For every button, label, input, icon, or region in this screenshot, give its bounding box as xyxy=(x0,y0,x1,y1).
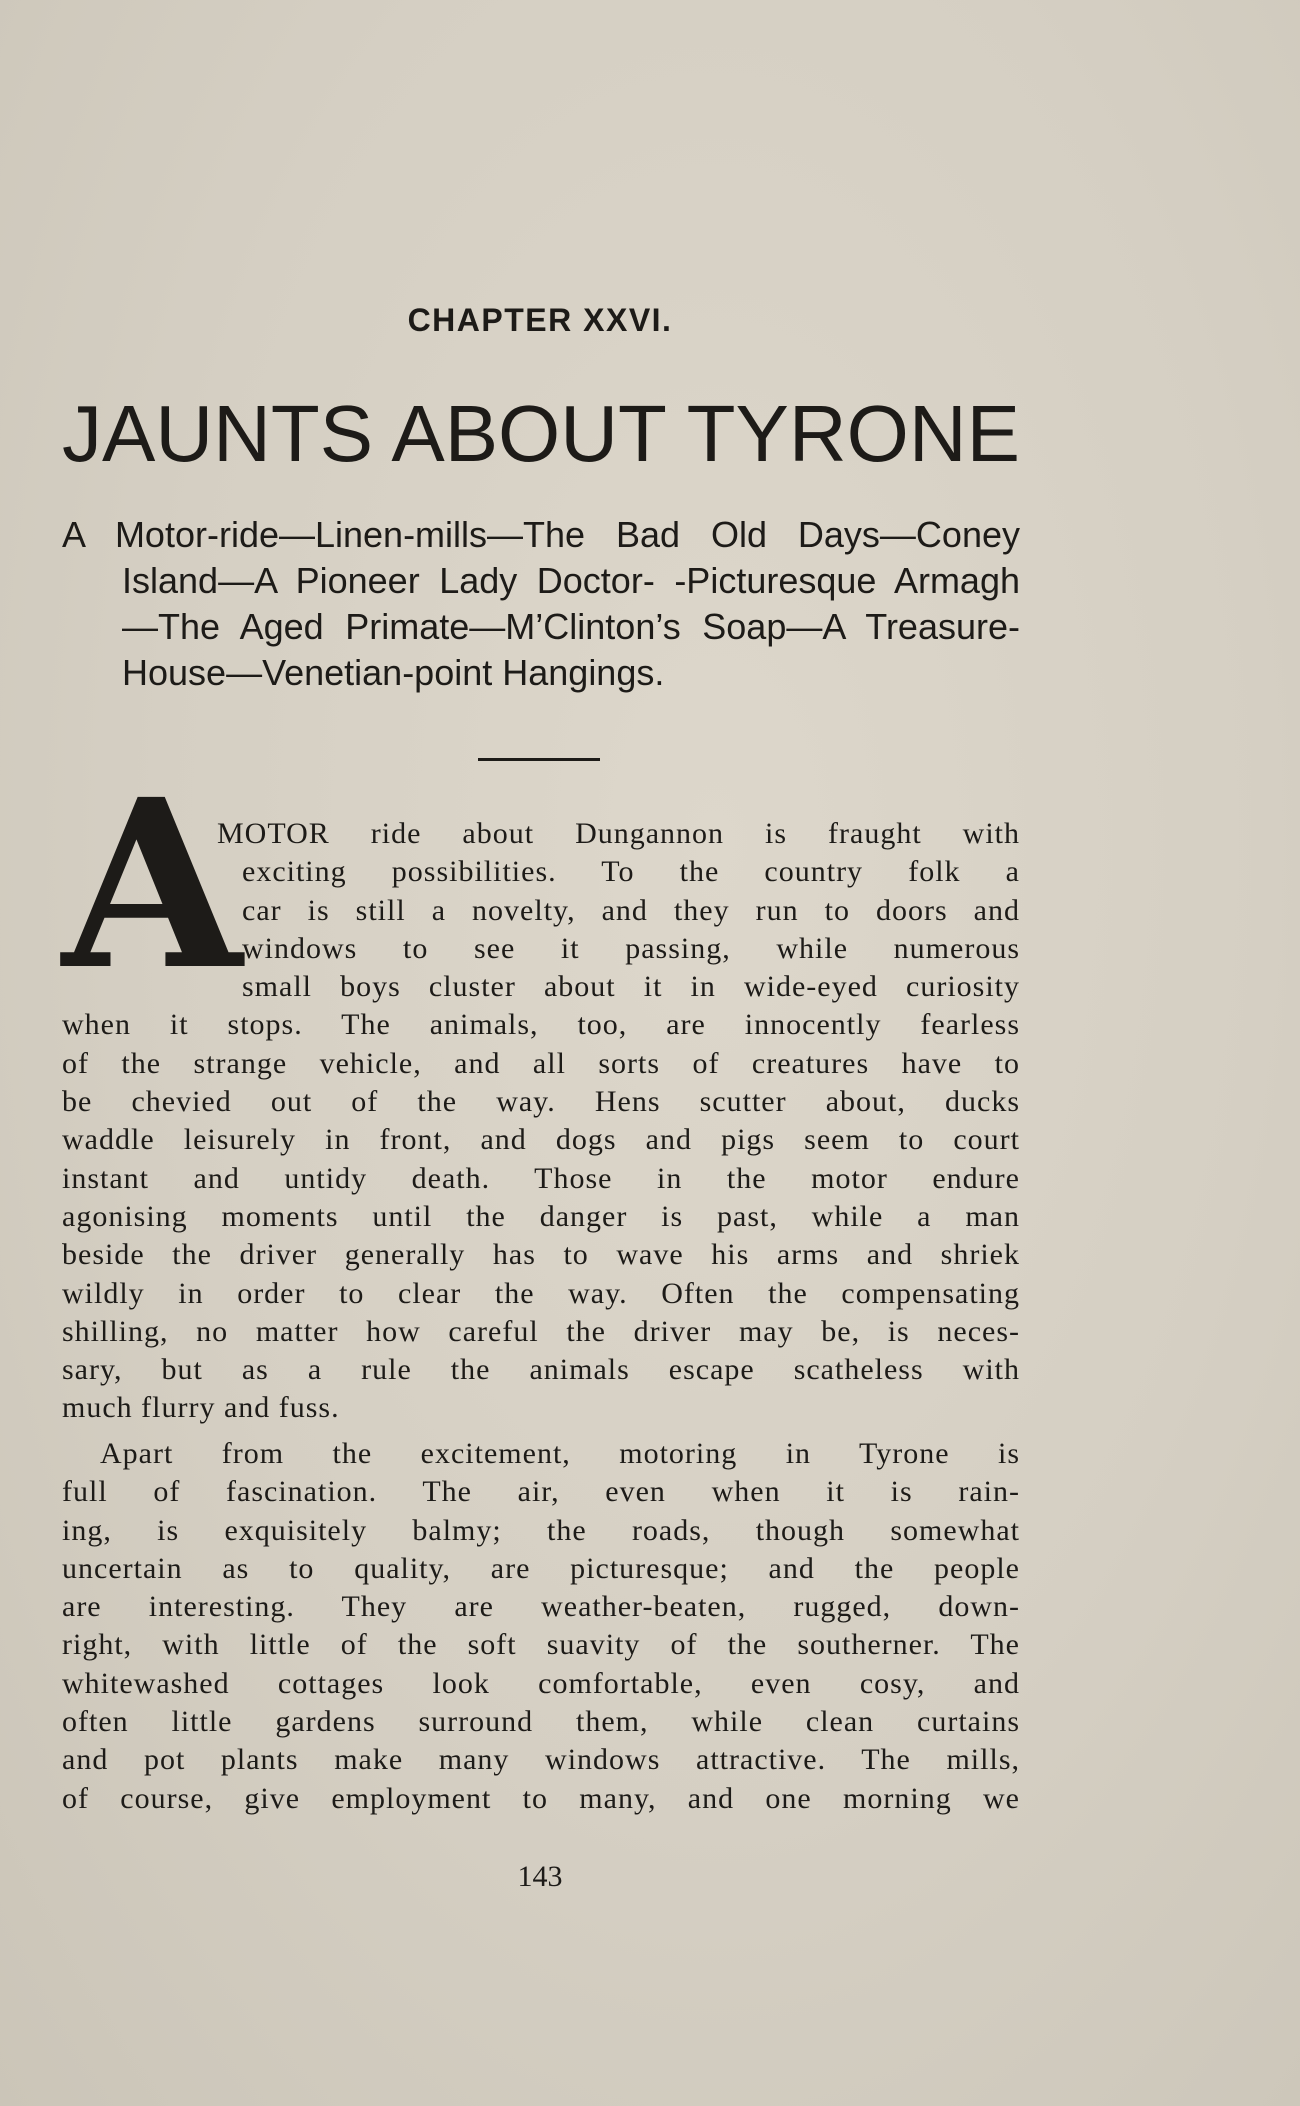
text-line: are interesting. They are weather-beaten, rugged, down- xyxy=(62,1590,1020,1624)
page-number: 143 xyxy=(517,1860,563,1893)
text-line: waddle leisurely in front, and dogs and pigs seem to court xyxy=(62,1123,1020,1157)
text-line: car is still a novelty, and they run to doors and xyxy=(242,893,1020,927)
text-line: small boys cluster about it in wide-eyed curiosity xyxy=(242,970,1020,1004)
text-line: much flurry and fuss. xyxy=(62,1391,340,1425)
drop-cap: A xyxy=(62,748,243,1021)
text-line: whitewashed cottages look comfortable, even cosy, and xyxy=(62,1666,1020,1700)
text-line: of course, give employment to many, and one morning we xyxy=(62,1781,1020,1815)
chapter-label: CHAPTER XXVI. xyxy=(407,302,673,338)
chapter-synopsis xyxy=(62,512,1020,696)
text-line: uncertain as to quality, are picturesque; and the people xyxy=(62,1551,1020,1585)
text-line: beside the driver generally has to wave his arms and shriek xyxy=(62,1238,1020,1272)
text-line: full of fascination. The air, even when it is rain- xyxy=(62,1475,1020,1509)
chapter-title: JAUNTS ABOUT TYRONE xyxy=(62,389,1020,478)
text-line: exciting possibilities. To the country folk a xyxy=(242,855,1020,889)
text-line: often little gardens surround them, while clean curtains xyxy=(62,1705,1020,1739)
synopsis-line: House—Venetian-point Hangings. xyxy=(122,652,665,693)
synopsis-line: —The Aged Primate—M’Clinton’s Soap—A Treasure- xyxy=(122,606,1020,647)
text-line: sary, but as a rule the animals escape scatheless with xyxy=(62,1353,1020,1387)
paragraph-1 xyxy=(62,815,1020,1428)
text-line: ing, is exquisitely balmy; the roads, though somewhat xyxy=(62,1513,1020,1547)
text-line: windows to see it passing, while numerous xyxy=(242,931,1020,965)
section-divider xyxy=(478,758,600,761)
text-line: right, with little of the soft suavity of the southerner. The xyxy=(62,1628,1020,1662)
text-line: instant and untidy death. Those in the motor endure xyxy=(62,1161,1020,1195)
synopsis-line: Island—A Pioneer Lady Doctor- -Picturesque Armagh xyxy=(122,560,1020,601)
text-line: Apart from the excitement, motoring in Tyrone is xyxy=(100,1437,1020,1470)
text-line: wildly in order to clear the way. Often the compensating xyxy=(62,1276,1020,1310)
synopsis-line: A Motor-ride—Linen-mills—The Bad Old Days—Coney xyxy=(62,514,1020,555)
paragraph-2 xyxy=(62,1435,1020,1818)
text-line: MOTOR ride about Dungannon is fraught with xyxy=(217,817,1020,850)
text-line: be chevied out of the way. Hens scutter about, ducks xyxy=(62,1085,1020,1119)
text-line: when it stops. The animals, too, are innocently fearless xyxy=(62,1008,1020,1042)
text-line: shilling, no matter how careful the driver may be, is neces- xyxy=(62,1314,1020,1348)
text-line: and pot plants make many windows attractive. The mills, xyxy=(62,1743,1020,1777)
text-line: of the strange vehicle, and all sorts of creatures have to xyxy=(62,1046,1020,1080)
text-line: agonising moments until the danger is past, while a man xyxy=(62,1199,1020,1233)
